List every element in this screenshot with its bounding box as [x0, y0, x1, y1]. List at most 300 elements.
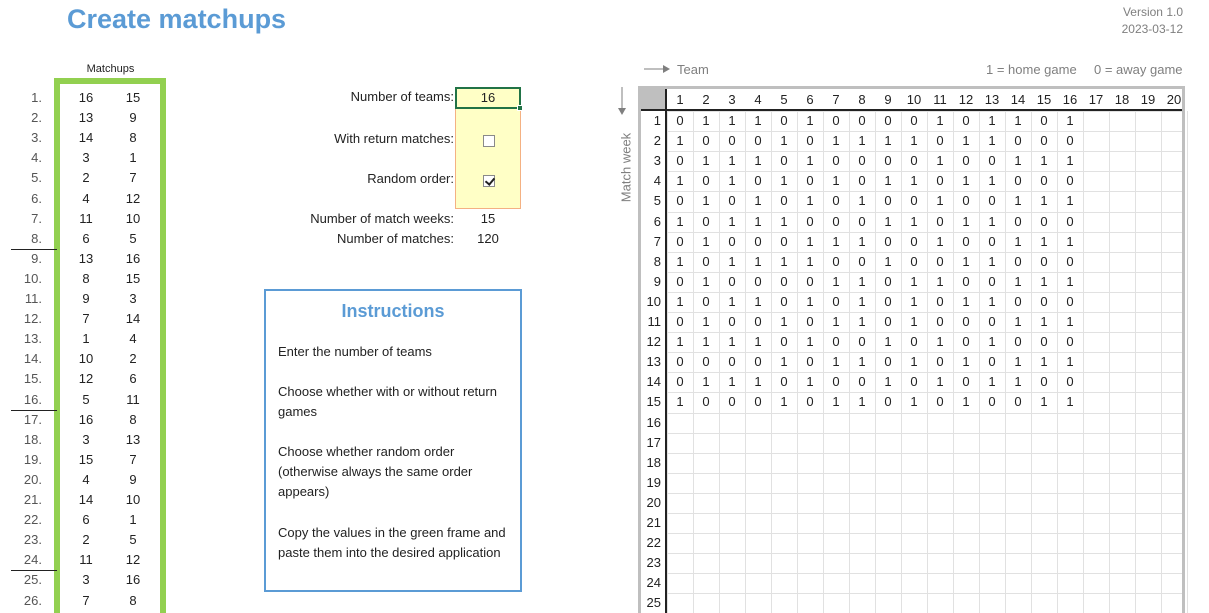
- week-row-header: 9: [653, 273, 661, 289]
- week-row-header: 5: [653, 193, 661, 209]
- grid-cell: 1: [988, 253, 996, 269]
- grid-cell: 1: [728, 213, 736, 229]
- grid-cell: 1: [910, 173, 918, 189]
- grid-cell: 1: [676, 173, 684, 189]
- grid-cell: 1: [702, 113, 710, 128]
- matchup-home: 4: [82, 471, 90, 487]
- matchup-index: 13.: [23, 331, 42, 347]
- grid-cell: 0: [858, 173, 866, 189]
- grid-cell: 1: [988, 133, 996, 149]
- grid-cell: 0: [910, 113, 918, 128]
- team-column-header: 7: [832, 92, 840, 107]
- week-row-header: 23: [646, 555, 661, 571]
- matchup-home: 6: [82, 230, 90, 246]
- grid-cell: 0: [806, 213, 814, 229]
- grid-cell: 1: [962, 173, 970, 189]
- grid-cell: 1: [910, 314, 918, 329]
- team-column-header: 11: [933, 92, 947, 107]
- grid-line: [1161, 111, 1162, 613]
- teams-value: 16: [480, 90, 496, 105]
- teams-label: Number of teams:: [350, 89, 454, 104]
- matchup-index: 22.: [23, 512, 42, 528]
- grid-cell: 0: [962, 314, 970, 329]
- matchup-home: 15: [78, 451, 94, 467]
- grid-cell: 0: [1040, 133, 1048, 149]
- grid-cell: 1: [1040, 233, 1048, 249]
- matchup-away: 16: [125, 572, 141, 588]
- grid-cell: 1: [936, 374, 944, 390]
- grid-cell: 0: [1066, 334, 1074, 350]
- grid-cell: 0: [962, 193, 970, 209]
- week-row-header: 20: [646, 494, 661, 510]
- grid-cell: 1: [884, 374, 892, 390]
- weeks-label: Number of match weeks:: [310, 211, 454, 226]
- grid-cell: 1: [884, 253, 892, 269]
- grid-cell: 1: [754, 293, 762, 309]
- random-checkbox[interactable]: [483, 175, 495, 187]
- grid-cell: 0: [884, 394, 892, 410]
- matchup-away: 1: [129, 512, 137, 528]
- matchup-index: 17.: [23, 411, 42, 427]
- grid-cell: 1: [962, 354, 970, 370]
- grid-cell: 0: [1014, 213, 1022, 229]
- grid-cell: 1: [1014, 153, 1022, 169]
- grid-cell: 0: [1066, 213, 1074, 229]
- week-row-header: 8: [653, 253, 661, 269]
- grid-cell: 0: [832, 213, 840, 229]
- grid-cell: 1: [780, 314, 788, 329]
- matchup-away: 11: [126, 391, 140, 407]
- matchup-index: 14.: [23, 351, 42, 367]
- grid-cell: 1: [806, 153, 814, 169]
- matchup-home: 6: [82, 512, 90, 528]
- grid-cell: 0: [832, 253, 840, 269]
- grid-cell: 1: [780, 173, 788, 189]
- grid-cell: 0: [702, 173, 710, 189]
- grid-cell: 0: [884, 293, 892, 309]
- grid-cell: 0: [910, 233, 918, 249]
- grid-cell: 1: [962, 394, 970, 410]
- grid-cell: 0: [1066, 133, 1074, 149]
- grid-cell: 1: [936, 334, 944, 350]
- grid-cell: 1: [832, 273, 840, 289]
- grid-line: [1135, 111, 1136, 613]
- grid-cell: 0: [780, 273, 788, 289]
- grid-cell: 0: [910, 374, 918, 390]
- instructions-box: [264, 289, 522, 592]
- matchup-index: 21.: [23, 492, 42, 507]
- grid-cell: 0: [884, 273, 892, 289]
- grid-cell: 0: [962, 153, 970, 169]
- grid-cell: 1: [1040, 273, 1048, 289]
- weeks-value: 15: [480, 211, 496, 226]
- grid-cell: 0: [702, 354, 710, 370]
- matchup-away: 15: [125, 270, 141, 286]
- matchup-home: 14: [78, 130, 94, 146]
- matchup-home: 13: [78, 250, 94, 266]
- grid-cell: 0: [1040, 213, 1048, 229]
- grid-cell: 0: [754, 314, 762, 329]
- week-row-header: 13: [646, 354, 661, 370]
- grid-cell: 1: [676, 334, 684, 350]
- grid-cell: 1: [780, 354, 788, 370]
- grid-cell: 0: [962, 233, 970, 249]
- grid-cell: 1: [988, 113, 996, 128]
- grid-cell: 1: [676, 213, 684, 229]
- team-column-header: 3: [728, 92, 736, 107]
- grid-cell: 0: [910, 253, 918, 269]
- week-row-header: 11: [647, 314, 661, 329]
- grid-cell: 1: [754, 113, 762, 128]
- grid-cell: 1: [1014, 233, 1022, 249]
- grid-cell: 1: [728, 293, 736, 309]
- grid-cell: 0: [728, 233, 736, 249]
- week-row-header: 17: [646, 434, 661, 450]
- grid-line: [1083, 111, 1084, 613]
- matchup-away: 12: [125, 552, 141, 568]
- matchup-away: 8: [129, 592, 137, 608]
- grid-cell: 0: [754, 273, 762, 289]
- grid-cell: 1: [1014, 354, 1022, 370]
- week-row-header: 18: [646, 454, 661, 470]
- matchup-home: 3: [82, 431, 90, 447]
- grid-cell: 0: [728, 273, 736, 289]
- team-axis-label: Team: [677, 62, 709, 77]
- matchup-away: 10: [125, 210, 141, 226]
- grid-cell: 1: [988, 173, 996, 189]
- grid-cell: 1: [702, 273, 710, 289]
- arrow-right-icon: [643, 62, 671, 76]
- grid-cell: 1: [1040, 394, 1048, 410]
- grid-line: [667, 553, 1182, 554]
- grid-cell: 0: [806, 394, 814, 410]
- matchup-away: 2: [129, 351, 137, 367]
- matchup-index: 16.: [23, 391, 42, 407]
- grid-cell: 1: [754, 193, 762, 209]
- grid-cell: 1: [858, 394, 866, 410]
- grid-cell: 0: [832, 193, 840, 209]
- matchup-index: 25.: [23, 572, 42, 588]
- week-row-header: 16: [646, 414, 661, 430]
- grid-cell: 1: [858, 193, 866, 209]
- grid-cell: 1: [780, 394, 788, 410]
- grid-cell: 0: [858, 153, 866, 169]
- grid-cell: 1: [702, 233, 710, 249]
- matchup-index: 8.: [31, 230, 42, 246]
- grid-cell: 0: [780, 334, 788, 350]
- matchup-away: 6: [129, 371, 137, 387]
- version-label: Version 1.0: [1122, 5, 1183, 19]
- grid-cell: 0: [988, 354, 996, 370]
- team-column-header: 13: [984, 92, 1000, 107]
- grid-cell: 1: [728, 153, 736, 169]
- matchup-index: 19.: [23, 451, 42, 467]
- grid-cell: 0: [1040, 173, 1048, 189]
- team-column-header: 6: [806, 92, 814, 107]
- grid-cell: 0: [988, 273, 996, 289]
- grid-cell: 1: [780, 133, 788, 149]
- grid-cell: 1: [962, 133, 970, 149]
- matchup-home: 11: [79, 552, 93, 568]
- team-column-header: 1: [676, 92, 684, 107]
- grid-cell: 1: [754, 374, 762, 390]
- grid-cell: 0: [988, 233, 996, 249]
- week-row-header: 22: [646, 535, 661, 551]
- grid-cell: 0: [754, 233, 762, 249]
- grid-line: [667, 413, 1182, 414]
- grid-cell: 0: [780, 193, 788, 209]
- grid-cell: 0: [962, 374, 970, 390]
- version-info: [1122, 4, 1183, 38]
- grid-cell: 0: [1040, 253, 1048, 269]
- grid-cell: 0: [806, 173, 814, 189]
- grid-line: [667, 473, 1182, 474]
- version-date: 2023-03-12: [1121, 22, 1183, 36]
- matchup-home: 5: [82, 391, 90, 407]
- grid-cell: 0: [884, 354, 892, 370]
- grid-cell: 0: [702, 394, 710, 410]
- matchup-index: 12.: [23, 311, 42, 327]
- matchup-index: 10.: [23, 270, 42, 286]
- matchup-away: 4: [129, 331, 137, 347]
- matchup-index: 23.: [23, 532, 42, 548]
- grid-cell: 0: [936, 314, 944, 329]
- matchup-index: 15.: [23, 371, 42, 387]
- grid-cell: 1: [1040, 354, 1048, 370]
- matches-value: 120: [477, 231, 499, 246]
- week-row-header: 24: [646, 575, 661, 591]
- grid-line: [667, 493, 1182, 494]
- grid-cell: 0: [910, 153, 918, 169]
- grid-cell: 1: [702, 314, 710, 329]
- grid-cell: 1: [728, 253, 736, 269]
- grid-cell: 0: [936, 253, 944, 269]
- matchup-away: 9: [129, 110, 137, 126]
- matchup-home: 3: [82, 572, 90, 588]
- matchup-away: 8: [129, 411, 137, 427]
- fill-handle[interactable]: [517, 105, 523, 111]
- grid-cell: 1: [676, 394, 684, 410]
- team-column-header: 15: [1036, 92, 1052, 107]
- grid-cell: 1: [962, 253, 970, 269]
- grid-line: [667, 593, 1182, 594]
- grid-cell: 0: [832, 293, 840, 309]
- grid-cell: 0: [1040, 374, 1048, 390]
- grid-cell: 0: [728, 314, 736, 329]
- grid-cell: 0: [936, 293, 944, 309]
- matchup-index: 1.: [31, 90, 42, 105]
- matchup-away: 1: [129, 150, 137, 166]
- grid-cell: 1: [858, 354, 866, 370]
- grid-cell: 0: [1014, 173, 1022, 189]
- week-row-header: 25: [646, 595, 661, 611]
- grid-cell: 1: [1066, 233, 1074, 249]
- grid-cell: 1: [1066, 273, 1074, 289]
- matchup-home: 7: [82, 592, 90, 608]
- grid-cell: 0: [754, 394, 762, 410]
- grid-cell: 1: [754, 153, 762, 169]
- matchup-home: 8: [82, 270, 90, 286]
- grid-cell: 0: [806, 273, 814, 289]
- grid-cell: 1: [936, 193, 944, 209]
- grid-cell: 1: [754, 253, 762, 269]
- matchup-away: 16: [125, 250, 141, 266]
- grid-cell: 1: [936, 273, 944, 289]
- grid-cell: 1: [832, 354, 840, 370]
- grid-cell: 1: [832, 173, 840, 189]
- grid-cell: 0: [858, 113, 866, 128]
- grid-cell: 0: [832, 374, 840, 390]
- grid-cell: 0: [832, 153, 840, 169]
- grid-cell: 0: [832, 334, 840, 350]
- teams-input[interactable]: [455, 87, 521, 109]
- arrow-down-icon: [615, 86, 629, 116]
- grid-cell: 1: [1040, 314, 1048, 329]
- matchup-away: 13: [125, 431, 141, 447]
- grid-cell: 0: [1014, 334, 1022, 350]
- grid-cell: 1: [910, 213, 918, 229]
- grid-cell: 0: [780, 113, 788, 128]
- team-column-header: 2: [702, 92, 710, 107]
- grid-cell: 1: [832, 314, 840, 329]
- grid-cell: 1: [988, 213, 996, 229]
- grid-cell: 0: [728, 193, 736, 209]
- grid-cell: 0: [806, 354, 814, 370]
- grid-cell: 0: [1066, 293, 1074, 309]
- grid-cell: 0: [728, 354, 736, 370]
- grid-cell: 1: [988, 374, 996, 390]
- page-title: Create matchups: [67, 4, 287, 34]
- team-column-header: 5: [780, 92, 788, 107]
- grid-cell: 0: [702, 213, 710, 229]
- matchup-home: 13: [78, 110, 94, 126]
- grid-line: [1187, 111, 1188, 613]
- grid-cell: 1: [884, 334, 892, 350]
- grid-cell: 1: [936, 233, 944, 249]
- grid-cell: 0: [832, 113, 840, 128]
- grid-cell: 0: [1014, 253, 1022, 269]
- return-checkbox[interactable]: [483, 135, 495, 147]
- grid-cell: 1: [936, 113, 944, 128]
- grid-cell: 0: [1040, 113, 1048, 128]
- matchup-index: 26.: [23, 592, 42, 608]
- matchup-away: 8: [129, 130, 137, 146]
- grid-cell: 1: [1066, 193, 1074, 209]
- matchup-home: 10: [78, 351, 94, 367]
- matchup-away: 7: [129, 170, 137, 186]
- grid-cell: 1: [962, 293, 970, 309]
- matchup-away: 12: [125, 190, 141, 206]
- team-column-header: 8: [858, 92, 866, 107]
- matchup-home: 2: [82, 170, 90, 186]
- matchup-away: 10: [125, 492, 141, 507]
- grid-cell: 1: [1014, 273, 1022, 289]
- matchup-home: 12: [78, 371, 94, 387]
- grid-cell: 0: [988, 193, 996, 209]
- grid-cell: 1: [780, 213, 788, 229]
- grid-line: [667, 513, 1182, 514]
- grid-cell: 1: [702, 334, 710, 350]
- grid-cell: 0: [858, 253, 866, 269]
- grid-cell: 0: [910, 334, 918, 350]
- week-row-header: 19: [646, 474, 661, 490]
- matchup-home: 1: [82, 331, 90, 347]
- matchup-index: 5.: [31, 170, 42, 186]
- grid-cell: 1: [858, 233, 866, 249]
- grid-cell: 0: [728, 133, 736, 149]
- grid-line: [667, 533, 1182, 534]
- grid-cell: 1: [806, 334, 814, 350]
- grid-cell: 0: [936, 354, 944, 370]
- team-column-header: 17: [1088, 92, 1104, 107]
- grid-cell: 1: [832, 133, 840, 149]
- matchup-home: 7: [82, 311, 90, 327]
- grid-cell: 1: [1066, 314, 1074, 329]
- grid-cell: 0: [936, 213, 944, 229]
- grid-cell: 0: [676, 374, 684, 390]
- grid-cell: 0: [910, 193, 918, 209]
- grid-cell: 1: [702, 153, 710, 169]
- instructions-title: Instructions: [341, 301, 445, 321]
- grid-cell: 1: [858, 133, 866, 149]
- grid-cell: 1: [832, 394, 840, 410]
- matchup-away: 14: [125, 311, 141, 327]
- grid-cell: 0: [884, 314, 892, 329]
- week-row-header: 10: [646, 293, 661, 309]
- week-row-header: 7: [653, 233, 661, 249]
- grid-cell: 0: [754, 133, 762, 149]
- instruction-step-1: Enter the number of teams: [278, 344, 432, 359]
- grid-cell: 1: [884, 173, 892, 189]
- grid-cell: 0: [1014, 133, 1022, 149]
- grid-line: [667, 453, 1182, 454]
- team-column-header: 18: [1114, 92, 1130, 107]
- grid-cell: 1: [780, 253, 788, 269]
- week-row-header: 3: [653, 153, 661, 169]
- matchup-index: 7.: [31, 210, 42, 226]
- instruction-step-2: Choose whether with or without return games: [278, 384, 497, 419]
- grid-cell: 1: [806, 293, 814, 309]
- grid-cell: 1: [1040, 153, 1048, 169]
- matchup-home: 3: [82, 150, 90, 166]
- return-label: With return matches:: [334, 131, 454, 146]
- legend-away: 0 = away game: [1094, 62, 1183, 77]
- grid-cell: 1: [910, 133, 918, 149]
- grid-cell: 0: [936, 394, 944, 410]
- grid-cell: 1: [702, 374, 710, 390]
- matchup-away: 15: [125, 90, 141, 105]
- week-row-header: 21: [646, 515, 661, 530]
- grid-corner: [641, 89, 665, 109]
- grid-cell: 0: [962, 273, 970, 289]
- team-column-header: 19: [1140, 92, 1156, 107]
- grid-cell: 1: [858, 273, 866, 289]
- matchup-index: 6.: [31, 190, 42, 206]
- matchup-home: 11: [79, 210, 93, 226]
- grid-cell: 0: [754, 173, 762, 189]
- week-row-header: 12: [646, 334, 661, 350]
- week-row-header: 15: [646, 394, 661, 410]
- matchup-away: 7: [129, 451, 137, 467]
- grid-cell: 1: [858, 293, 866, 309]
- grid-cell: 0: [962, 113, 970, 128]
- matchup-home: 9: [82, 291, 90, 306]
- grid-cell: 0: [1066, 173, 1074, 189]
- week-row-header: 6: [653, 213, 661, 229]
- grid-cell: 0: [858, 213, 866, 229]
- matchup-index: 2.: [31, 110, 42, 126]
- match-grid: [638, 86, 1185, 613]
